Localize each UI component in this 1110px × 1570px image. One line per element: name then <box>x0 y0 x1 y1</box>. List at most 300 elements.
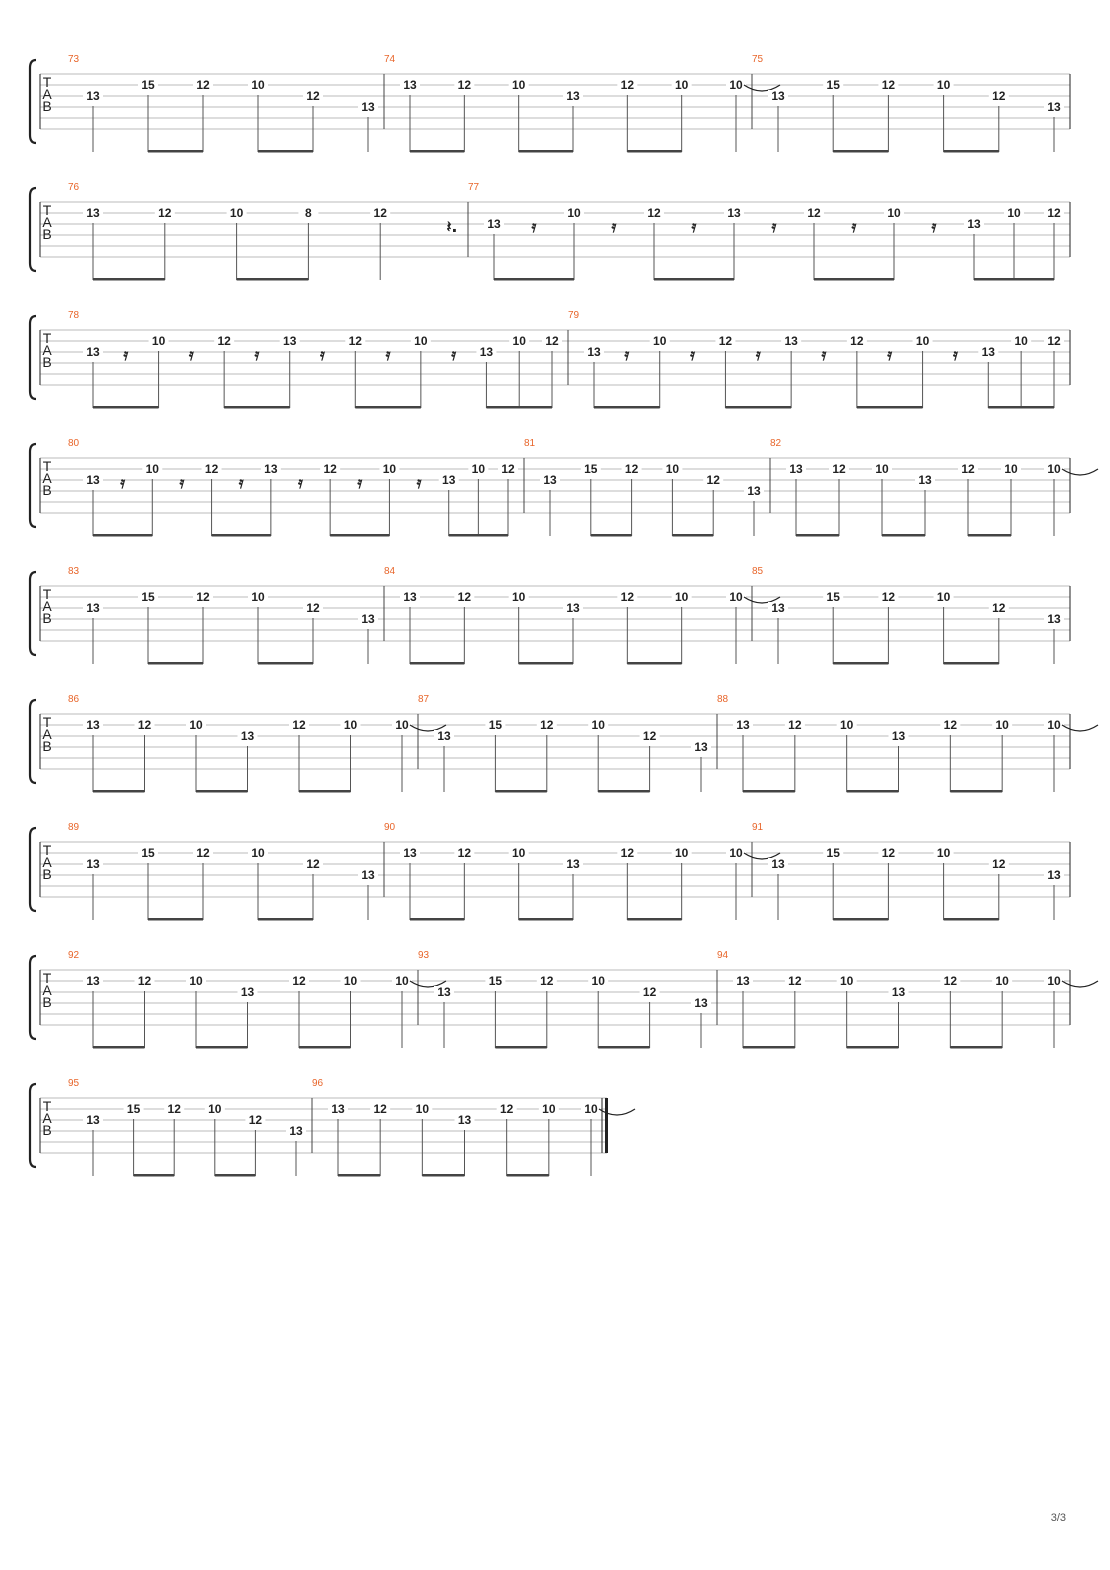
tab-system <box>0 182 1110 272</box>
fret-number: 13 <box>694 740 708 754</box>
tab-clef-letter: B <box>42 610 52 626</box>
fret-number: 10 <box>567 206 581 220</box>
fret-number: 13 <box>86 718 100 732</box>
system-bracket <box>30 1084 36 1167</box>
tab-clef-letter: B <box>42 1122 52 1138</box>
note-beam <box>93 1046 145 1049</box>
rest-symbol: 𝄿 <box>821 345 827 364</box>
note-beam <box>594 406 660 409</box>
fret-number: 12 <box>647 206 661 220</box>
fret-number: 10 <box>471 462 486 476</box>
note-beam <box>743 790 795 793</box>
note-beam <box>258 662 313 665</box>
note-beam <box>654 278 734 281</box>
measure-number: 92 <box>68 950 80 961</box>
note-beam <box>330 534 389 537</box>
fret-number: 12 <box>540 974 554 988</box>
system-bracket <box>30 316 36 399</box>
tab-staff-svg <box>0 950 1110 1050</box>
fret-number: 15 <box>141 78 155 92</box>
note-beam <box>93 278 165 281</box>
fret-number: 10 <box>414 334 428 348</box>
rest-symbol: 𝄿 <box>179 473 185 492</box>
fret-number: 10 <box>674 590 689 604</box>
note-beam <box>410 918 464 921</box>
tab-clef-letter: B <box>42 354 52 370</box>
fret-number: 10 <box>542 1102 556 1116</box>
fret-number: 12 <box>620 590 635 604</box>
fret-number: 13 <box>86 345 100 359</box>
tab-clef-letter: T <box>42 458 52 474</box>
measure-number: 82 <box>770 438 782 449</box>
note-beam <box>743 1046 795 1049</box>
tab-clef-letter: A <box>42 470 52 486</box>
fret-number: 10 <box>674 846 689 860</box>
fret-number: 12 <box>943 718 958 732</box>
tab-staff-svg <box>0 566 1110 666</box>
tab-system <box>0 310 1110 400</box>
fret-number: 12 <box>158 206 172 220</box>
fret-number: 12 <box>832 462 846 476</box>
fret-number: 10 <box>936 590 951 604</box>
fret-number: 12 <box>217 334 231 348</box>
fret-number: 13 <box>891 985 906 999</box>
note-beam <box>258 150 313 153</box>
system-bracket <box>30 572 36 655</box>
fret-number: 13 <box>361 868 375 882</box>
fret-number: 10 <box>511 846 526 860</box>
tab-system <box>0 694 1110 784</box>
fret-number: 8 <box>305 206 312 220</box>
fret-number: 15 <box>141 846 155 860</box>
fret-number: 12 <box>545 334 559 348</box>
fret-number: 12 <box>196 590 210 604</box>
note-beam <box>672 534 713 537</box>
fret-number: 10 <box>665 462 680 476</box>
fret-number: 10 <box>189 974 203 988</box>
fret-number: 13 <box>264 462 278 476</box>
tab-clef-letter: B <box>42 994 52 1010</box>
fret-number: 12 <box>306 857 320 871</box>
fret-number: 13 <box>86 1113 100 1127</box>
measure-number: 90 <box>384 822 396 833</box>
fret-number: 12 <box>788 718 802 732</box>
fret-number: 13 <box>361 100 375 114</box>
measure-number: 73 <box>68 54 80 65</box>
note-beam <box>950 790 1002 793</box>
fret-number: 10 <box>151 334 166 348</box>
fret-number: 10 <box>995 974 1009 988</box>
measure-number: 83 <box>68 566 80 577</box>
fret-number: 10 <box>839 718 854 732</box>
measure-number: 91 <box>752 822 764 833</box>
rest-symbol: 𝄿 <box>690 345 696 364</box>
note-beam <box>494 278 574 281</box>
page-number: 3/3 <box>1050 1512 1066 1524</box>
fret-number: 10 <box>343 974 358 988</box>
note-beam <box>224 406 290 409</box>
fret-number: 13 <box>86 473 100 487</box>
measure-number: 81 <box>524 438 536 449</box>
tab-system <box>0 54 1110 144</box>
fret-number: 12 <box>499 1102 514 1116</box>
fret-number: 12 <box>642 729 657 743</box>
fret-number: 15 <box>126 1102 141 1116</box>
fret-number: 12 <box>137 718 152 732</box>
fret-number: 12 <box>706 473 720 487</box>
tab-staff-svg <box>0 1078 1110 1178</box>
fret-number: 13 <box>566 89 580 103</box>
fret-number: 13 <box>747 484 761 498</box>
note-beam <box>814 278 894 281</box>
note-beam <box>410 662 464 665</box>
fret-number: 12 <box>788 974 802 988</box>
fret-number: 12 <box>992 857 1006 871</box>
note-beam <box>93 406 159 409</box>
fret-number: 12 <box>204 462 219 476</box>
tab-system <box>0 950 1110 1040</box>
fret-number: 10 <box>584 1102 598 1116</box>
fret-number: 12 <box>718 334 733 348</box>
note-beam <box>591 534 632 537</box>
fret-number: 12 <box>167 1102 181 1116</box>
measure-number: 80 <box>68 438 80 449</box>
fret-number: 15 <box>826 846 840 860</box>
system-bracket <box>30 444 36 527</box>
tab-clef-letter: A <box>42 214 52 230</box>
note-beam <box>196 790 248 793</box>
fret-number: 13 <box>437 729 451 743</box>
fret-number: 12 <box>1047 334 1061 348</box>
fret-number: 15 <box>488 974 503 988</box>
note-beam <box>833 918 888 921</box>
fret-number: 12 <box>348 334 362 348</box>
measure-number: 93 <box>418 950 430 961</box>
fret-number: 13 <box>361 612 375 626</box>
measure-number: 75 <box>752 54 764 65</box>
tab-clef-letter: A <box>42 598 52 614</box>
note-beam <box>725 406 791 409</box>
tie-arc <box>1062 469 1098 475</box>
note-beam <box>258 918 313 921</box>
tab-clef-letter: A <box>42 982 52 998</box>
fret-number: 12 <box>1047 206 1061 220</box>
measure-number: 78 <box>68 310 80 321</box>
tab-system <box>0 1078 1110 1168</box>
fret-number: 12 <box>196 846 210 860</box>
note-beam <box>215 1174 256 1177</box>
fret-number: 15 <box>826 78 840 92</box>
fret-number: 12 <box>196 78 210 92</box>
note-beam <box>148 662 203 665</box>
fret-number: 10 <box>729 590 743 604</box>
note-beam <box>449 534 508 537</box>
fret-number: 13 <box>240 985 255 999</box>
system-bracket <box>30 828 36 911</box>
fret-number: 13 <box>543 473 557 487</box>
system-bracket <box>30 60 36 143</box>
fret-number: 13 <box>771 89 785 103</box>
note-beam <box>212 534 271 537</box>
fret-number: 13 <box>694 996 708 1010</box>
fret-number: 10 <box>936 846 951 860</box>
rest-symbol: 𝄿 <box>451 345 457 364</box>
fret-number: 12 <box>457 846 472 860</box>
system-bracket <box>30 700 36 783</box>
fret-number: 10 <box>382 462 397 476</box>
tab-system <box>0 438 1110 528</box>
note-beam <box>495 790 546 793</box>
tab-staff-svg <box>0 182 1110 282</box>
note-beam <box>299 1046 351 1049</box>
note-beam <box>507 1174 549 1177</box>
fret-number: 12 <box>373 1102 387 1116</box>
note-beam <box>598 790 649 793</box>
fret-number: 10 <box>936 78 951 92</box>
rest-symbol: 𝄿 <box>952 345 958 364</box>
measure-number: 84 <box>384 566 396 577</box>
tab-staff-svg <box>0 310 1110 410</box>
tab-clef-letter: A <box>42 86 52 102</box>
tab-system <box>0 822 1110 912</box>
note-beam <box>519 662 573 665</box>
measure-number: 79 <box>568 310 580 321</box>
note-beam <box>486 406 552 409</box>
fret-number: 13 <box>86 974 100 988</box>
measure-number: 77 <box>468 182 480 193</box>
fret-number: 12 <box>620 78 635 92</box>
rest-symbol: 𝄿 <box>531 217 537 236</box>
tab-staff-svg <box>0 694 1110 794</box>
tab-clef-letter: B <box>42 482 52 498</box>
note-beam <box>134 1174 175 1177</box>
note-beam <box>847 790 899 793</box>
note-beam <box>495 1046 546 1049</box>
fret-number: 10 <box>1004 462 1018 476</box>
note-beam <box>833 662 888 665</box>
fret-number: 12 <box>457 78 472 92</box>
fret-number: 10 <box>915 334 930 348</box>
fret-number: 15 <box>141 590 155 604</box>
measure-number: 88 <box>717 694 729 705</box>
tab-clef-letter: A <box>42 726 52 742</box>
fret-number: 13 <box>727 206 741 220</box>
measure-number: 76 <box>68 182 80 193</box>
note-beam <box>237 278 309 281</box>
fret-number: 10 <box>189 718 203 732</box>
rest-symbol: 𝄿 <box>120 473 126 492</box>
tab-clef-letter: T <box>42 202 52 218</box>
fret-number: 12 <box>373 206 387 220</box>
fret-number: 12 <box>992 89 1006 103</box>
measure-number: 74 <box>384 54 396 65</box>
note-beam <box>796 534 839 537</box>
system-bracket <box>30 188 36 271</box>
tab-staff-svg <box>0 822 1110 922</box>
fret-number: 13 <box>283 334 297 348</box>
fret-number: 10 <box>887 206 901 220</box>
note-beam <box>519 918 573 921</box>
tab-clef-letter: A <box>42 854 52 870</box>
tab-clef-letter: T <box>42 330 52 346</box>
note-beam <box>944 150 999 153</box>
rest-symbol: 𝄿 <box>320 345 325 364</box>
fret-number: 13 <box>918 473 932 487</box>
rest-symbol: 𝄿 <box>416 473 422 492</box>
fret-number: 13 <box>86 89 100 103</box>
fret-number: 10 <box>251 78 265 92</box>
note-beam <box>148 918 203 921</box>
note-beam <box>299 790 351 793</box>
fret-number: 15 <box>826 590 840 604</box>
rest-symbol: 𝄿 <box>188 345 194 364</box>
fret-number: 10 <box>511 78 526 92</box>
rest-symbol: 𝄿 <box>611 217 617 236</box>
fret-number: 12 <box>292 718 306 732</box>
fret-number: 13 <box>1047 612 1061 626</box>
rest-symbol: 𝄿 <box>931 217 937 236</box>
final-barline-thick <box>605 1098 608 1153</box>
fret-number: 13 <box>437 985 451 999</box>
note-beam <box>355 406 421 409</box>
tab-clef-letter: T <box>42 714 52 730</box>
rest-symbol: 𝄿 <box>887 345 893 364</box>
note-beam <box>598 1046 649 1049</box>
tie-arc <box>1062 725 1098 731</box>
fret-number: 12 <box>807 206 821 220</box>
rest-symbol: 𝄽. <box>446 217 458 236</box>
measure-number: 89 <box>68 822 80 833</box>
fret-number: 10 <box>1014 334 1028 348</box>
fret-number: 13 <box>86 206 100 220</box>
system-bracket <box>30 956 36 1039</box>
fret-number: 13 <box>86 857 100 871</box>
fret-number: 12 <box>292 974 306 988</box>
fret-number: 13 <box>240 729 255 743</box>
fret-number: 12 <box>961 462 975 476</box>
fret-number: 13 <box>789 462 803 476</box>
fret-number: 12 <box>881 846 896 860</box>
note-beam <box>847 1046 899 1049</box>
fret-number: 13 <box>479 345 494 359</box>
fret-number: 13 <box>981 345 995 359</box>
rest-symbol: 𝄿 <box>357 473 363 492</box>
fret-number: 10 <box>1047 718 1061 732</box>
tab-system <box>0 566 1110 656</box>
fret-number: 13 <box>86 601 100 615</box>
tab-clef-letter: T <box>42 970 52 986</box>
tab-clef-letter: B <box>42 738 52 754</box>
note-beam <box>833 150 888 153</box>
note-beam <box>950 1046 1002 1049</box>
fret-number: 15 <box>488 718 503 732</box>
note-beam <box>627 150 681 153</box>
fret-number: 13 <box>566 601 580 615</box>
fret-number: 13 <box>736 718 750 732</box>
tab-staff-svg <box>0 438 1110 538</box>
fret-number: 10 <box>995 718 1009 732</box>
fret-number: 12 <box>501 462 515 476</box>
note-beam <box>519 150 573 153</box>
fret-number: 12 <box>620 846 635 860</box>
fret-number: 13 <box>1047 868 1061 882</box>
note-beam <box>410 150 464 153</box>
note-beam <box>857 406 923 409</box>
fret-number: 10 <box>1047 462 1061 476</box>
note-beam <box>93 534 152 537</box>
note-beam <box>944 662 999 665</box>
fret-number: 12 <box>943 974 958 988</box>
tab-clef-letter: B <box>42 866 52 882</box>
fret-number: 12 <box>323 462 337 476</box>
note-beam <box>974 278 1054 281</box>
note-beam <box>882 534 925 537</box>
fret-number: 15 <box>584 462 598 476</box>
fret-number: 13 <box>331 1102 345 1116</box>
rest-symbol: 𝄿 <box>298 473 303 492</box>
fret-number: 10 <box>591 974 605 988</box>
fret-number: 10 <box>674 78 689 92</box>
fret-number: 13 <box>487 217 501 231</box>
fret-number: 13 <box>784 334 798 348</box>
fret-number: 10 <box>1007 206 1021 220</box>
measure-number: 95 <box>68 1078 80 1089</box>
tab-clef-letter: T <box>42 74 52 90</box>
fret-number: 12 <box>306 89 320 103</box>
fret-number: 13 <box>736 974 750 988</box>
fret-number: 10 <box>729 78 743 92</box>
note-beam <box>988 406 1054 409</box>
fret-number: 12 <box>850 334 864 348</box>
rest-symbol: 𝄿 <box>755 345 761 364</box>
fret-number: 10 <box>145 462 159 476</box>
fret-number: 13 <box>289 1124 303 1138</box>
fret-number: 12 <box>248 1113 263 1127</box>
fret-number: 13 <box>566 857 580 871</box>
fret-number: 13 <box>442 473 456 487</box>
tie-arc <box>1062 981 1098 987</box>
fret-number: 13 <box>587 345 601 359</box>
rest-symbol: 𝄿 <box>624 345 630 364</box>
fret-number: 12 <box>306 601 320 615</box>
rest-symbol: 𝄿 <box>123 345 129 364</box>
note-beam <box>196 1046 248 1049</box>
measure-number: 94 <box>717 950 729 961</box>
fret-number: 13 <box>891 729 906 743</box>
tab-clef-letter: T <box>42 586 52 602</box>
note-beam <box>968 534 1011 537</box>
measure-number: 96 <box>312 1078 324 1089</box>
fret-number: 10 <box>395 718 409 732</box>
fret-number: 12 <box>540 718 554 732</box>
note-beam <box>148 150 203 153</box>
fret-number: 13 <box>457 1113 472 1127</box>
note-beam <box>944 918 999 921</box>
fret-number: 13 <box>1047 100 1061 114</box>
fret-number: 10 <box>729 846 743 860</box>
tab-clef-letter: B <box>42 226 52 242</box>
fret-number: 10 <box>512 334 526 348</box>
fret-number: 12 <box>624 462 639 476</box>
note-beam <box>422 1174 464 1177</box>
rest-symbol: 𝄿 <box>851 217 857 236</box>
fret-number: 12 <box>992 601 1006 615</box>
fret-number: 12 <box>642 985 657 999</box>
note-beam <box>93 790 145 793</box>
fret-number: 12 <box>881 78 896 92</box>
tab-clef-letter: B <box>42 98 52 114</box>
tab-clef-letter: A <box>42 342 52 358</box>
